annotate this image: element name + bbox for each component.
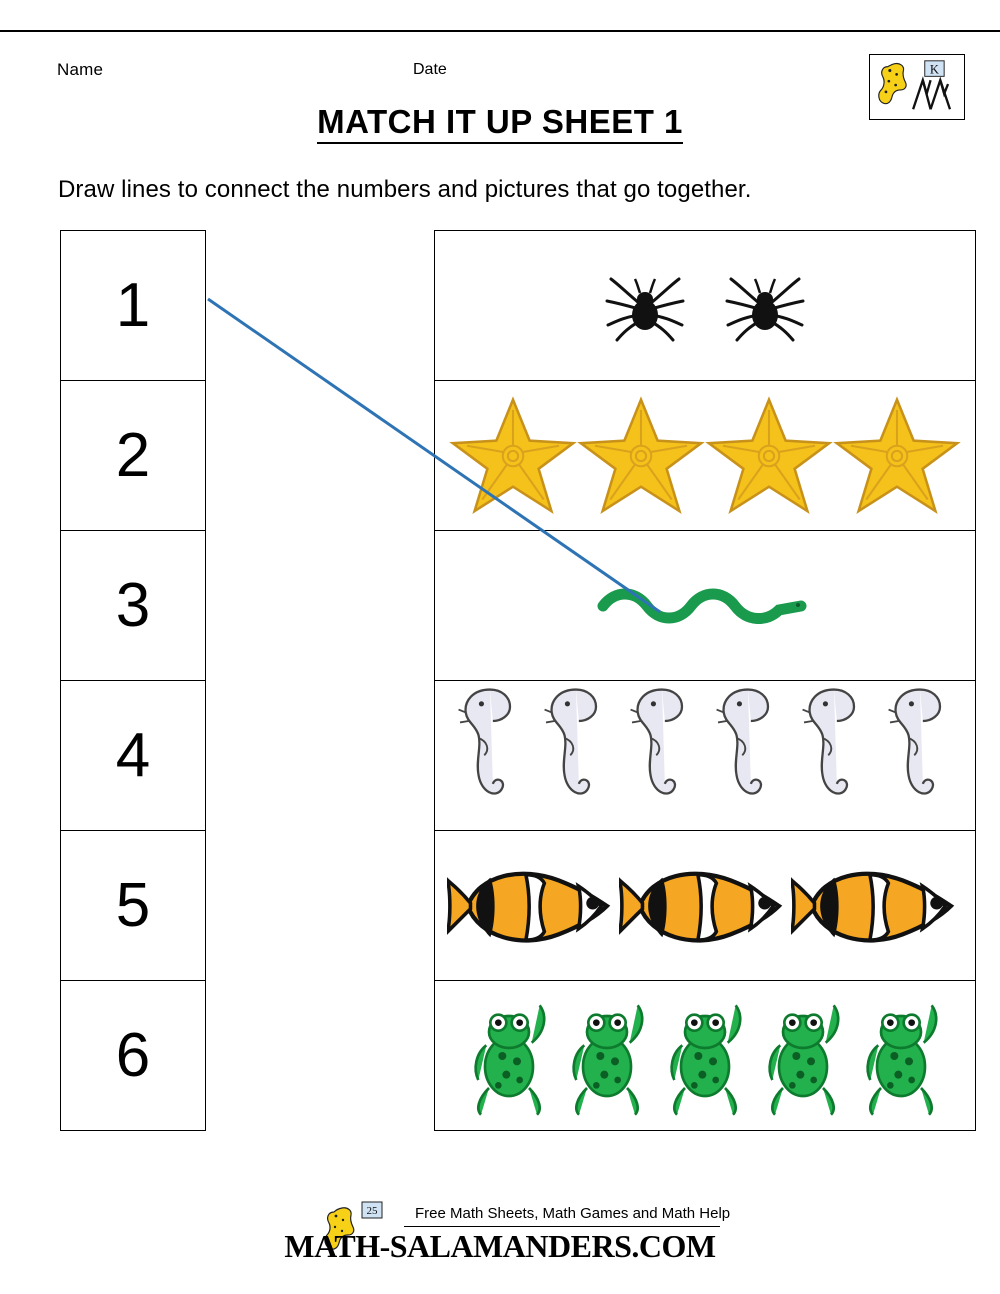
spider-icon: [719, 263, 811, 349]
seahorse-icon: [533, 681, 619, 831]
number-cell-3[interactable]: [61, 531, 205, 681]
header-divider: [0, 30, 1000, 32]
picture-cell-seahorses[interactable]: [435, 681, 975, 831]
spider-icon: [599, 263, 691, 349]
snake-icon: [595, 576, 815, 636]
seahorse-icon: [447, 681, 533, 831]
frog-icon: [461, 992, 557, 1120]
clownfish-icon: [447, 852, 619, 960]
frog-icon: [559, 992, 655, 1120]
seahorse-icon: [877, 681, 963, 831]
clownfish-icon: [791, 852, 963, 960]
svg-text:25: 25: [366, 1205, 378, 1217]
number-label: 4: [115, 721, 151, 790]
frog-icon: [755, 992, 851, 1120]
name-label: Name: [57, 60, 104, 79]
picture-label: [705, 305, 706, 306]
numbers-column: [60, 230, 206, 1131]
frog-icon: [853, 992, 949, 1120]
picture-cell-starfish[interactable]: [435, 381, 975, 531]
number-cell-2[interactable]: [61, 381, 205, 531]
picture-cell-spiders[interactable]: [435, 231, 975, 381]
number-cell-4[interactable]: [61, 681, 205, 831]
footer-url: MATH-SALAMANDERS.COM: [284, 1228, 716, 1264]
starfish-icon: [449, 392, 577, 520]
picture-cell-clownfish[interactable]: [435, 831, 975, 981]
svg-text:K: K: [929, 62, 940, 77]
instruction-text: Draw lines to connect the numbers and pictures that go together.: [58, 176, 752, 203]
number-cell-5[interactable]: [61, 831, 205, 981]
starfish-icon: [705, 392, 833, 520]
number-label: 1: [115, 271, 151, 340]
seahorse-icon: [619, 681, 705, 831]
number-label: 6: [115, 1021, 151, 1090]
seahorse-icon: [791, 681, 877, 831]
footer-tagline: Free Math Sheets, Math Games and Math Help: [415, 1205, 731, 1222]
pictures-column: [434, 230, 976, 1131]
number-cell-6[interactable]: [61, 981, 205, 1131]
number-label: 3: [115, 571, 151, 640]
frog-icon: [657, 992, 753, 1120]
number-label: 2: [115, 421, 151, 490]
page-title: MATCH IT UP SHEET 1: [0, 103, 1000, 141]
date-label: Date: [413, 61, 447, 78]
starfish-icon: [833, 392, 961, 520]
number-label: 5: [115, 871, 151, 940]
starfish-icon: [577, 392, 705, 520]
picture-cell-snake[interactable]: [435, 531, 975, 681]
picture-cell-frogs[interactable]: [435, 981, 975, 1131]
number-cell-1[interactable]: [61, 231, 205, 381]
footer-divider: [404, 1226, 720, 1227]
clownfish-icon: [619, 852, 791, 960]
seahorse-icon: [705, 681, 791, 831]
